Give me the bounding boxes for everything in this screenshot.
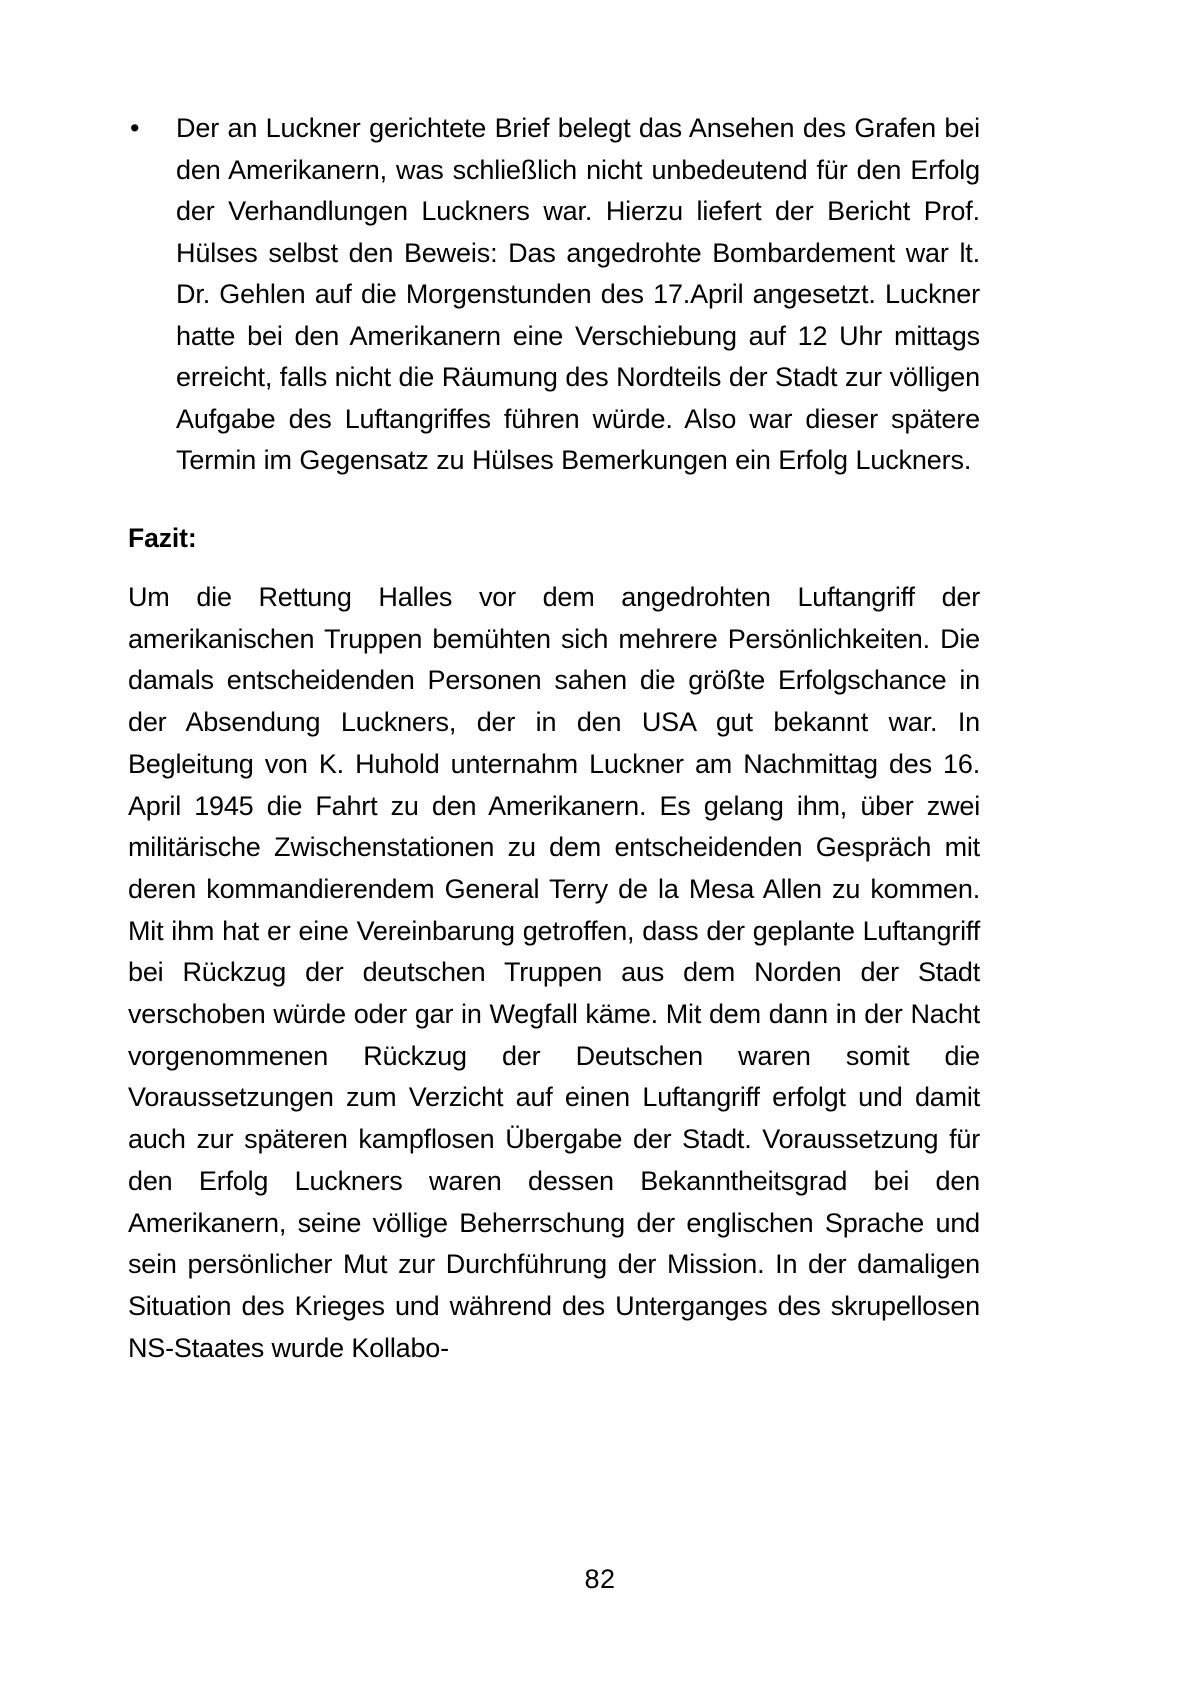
body-paragraph: Um die Rettung Halles vor dem angedrohten Luftangriff der amerikanischen Truppen bemühten sich mehrere Persönlichkeiten. Die damals entscheidenden Personen sahen die größte Erfolgschance in der Absendung Luckners, der in den USA gut bekannt war. In Begleitung von K. Huhold unternahm Luckner am Nachmittag des 16. April 1945 die Fahrt zu den Amerikanern. Es gelang ihm, über zwei militärische Zwischenstationen zu dem entscheidenden Gespräch mit deren kommandierendem General Terry de la Mesa Allen zu kommen. Mit ihm hat er eine Vereinbarung getroffen, dass der geplante Luftangriff bei Rückzug der deutschen Truppen aus dem Norden der Stadt verschoben würde oder gar in Wegfall käme. Mit dem dann in der Nacht vorgenommenen Rückzug der Deutschen waren somit die Voraussetzungen zum Verzicht auf einen Luftangriff erfolgt und damit auch zur späteren kampflosen Übergabe der Stadt. Voraussetzung für den Erfolg Luckners waren dessen Bekanntheitsgrad bei den Amerikanern, seine völlige Beherrschung der englischen Sprache und sein persönlicher Mut zur Durchführung der Mission. In der damaligen Situation des Krieges und während des Unterganges des skrupellosen NS-Staates wurde Kollabo- bbox=[128, 582, 980, 1363]
list-item-text: Der an Luckner gerichtete Brief belegt das Ansehen des Grafen bei den Amerikanern, was schließlich nicht unbedeutend für den Erfolg der Verhandlungen Luckners war. Hierzu liefert der Bericht Prof. Hülses selbst den Beweis: Das angedrohte Bombardement war lt. Dr. Gehlen auf die Morgenstunden des 17.April angesetzt. Luckner hatte bei den Amerikanern eine Verschiebung auf 12 Uhr mittags erreicht, falls nicht die Räumung des Nordteils der Stadt zur völligen Aufgabe des Luftangriffes führen würde. Also war dieser spätere Termin im Gegensatz zu Hülses Bemerkungen ein Erfolg Luckners. bbox=[176, 113, 980, 475]
section-heading-fazit: Fazit: bbox=[128, 522, 197, 553]
page-content bbox=[128, 108, 980, 1369]
bullet-list bbox=[128, 108, 980, 482]
list-item bbox=[128, 108, 980, 482]
bullet-point-icon: • bbox=[130, 113, 140, 143]
page-number: 82 bbox=[584, 1564, 616, 1594]
